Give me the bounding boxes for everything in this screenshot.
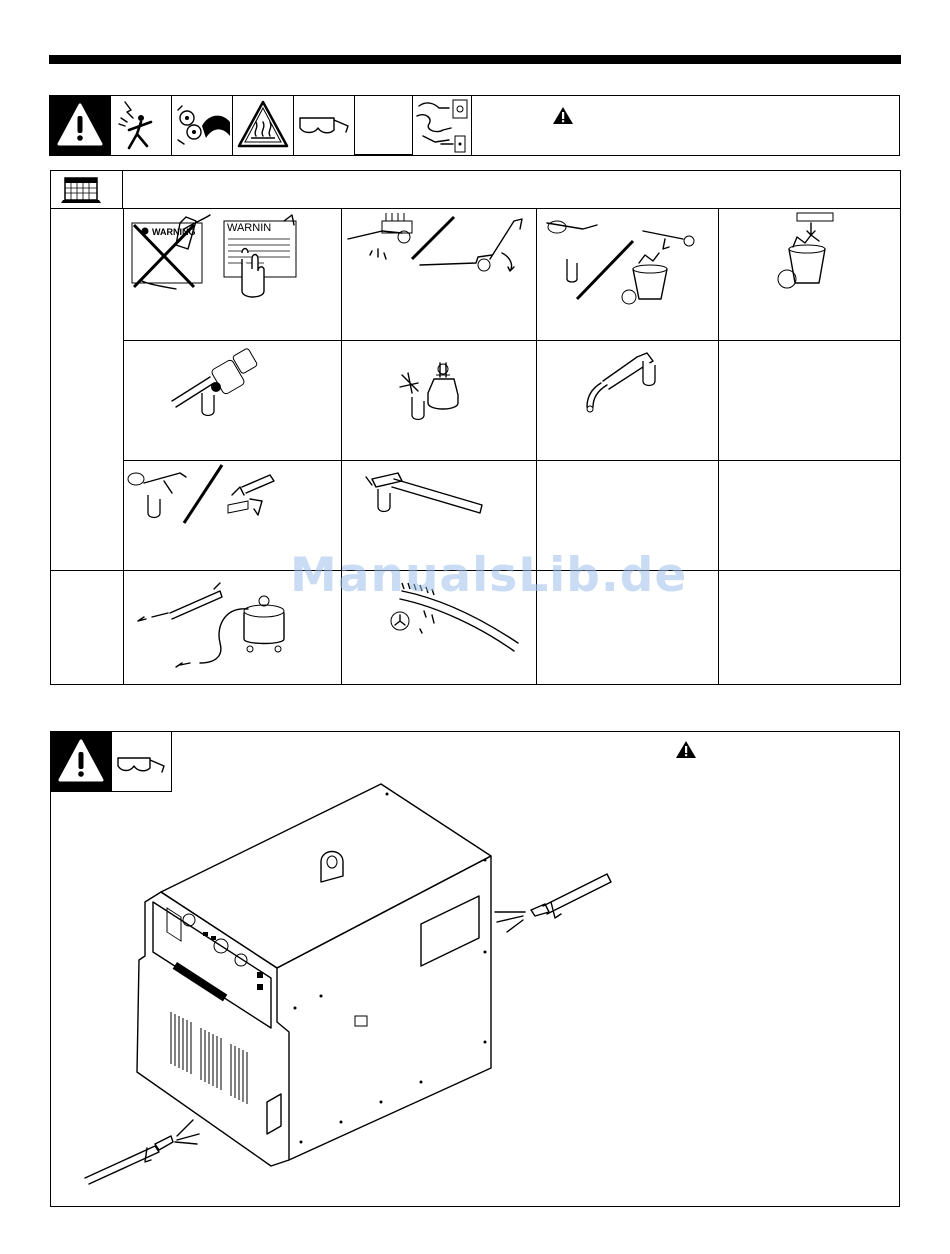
illustration-discard-labels (719, 209, 899, 339)
watermark: ManualsLib.de (290, 548, 688, 603)
caution-symbol-icon (552, 106, 574, 125)
equipment-figure (50, 731, 900, 1207)
caution-triangle-icon (50, 96, 111, 155)
illustration-regulator (124, 341, 340, 459)
illustration-gas-cylinder (342, 341, 536, 459)
disconnect-power-icon (412, 96, 472, 155)
air-nozzle-illustration (81, 1100, 211, 1190)
safety-glasses-icon (294, 96, 355, 155)
sign-text-warning: WARNING (152, 227, 196, 237)
air-nozzle-illustration (491, 862, 621, 952)
blank-cell (355, 96, 412, 155)
illustration-replace-labels (124, 209, 340, 339)
maintenance-calendar-icon (51, 171, 123, 208)
sign-text-warnin: WARNIN (227, 222, 272, 234)
illustration-clean-tighten (342, 209, 536, 339)
hot-surface-icon (233, 96, 294, 155)
caution-symbol-icon (675, 740, 697, 759)
illustration-mig-gun (537, 341, 717, 459)
electric-shock-icon (111, 96, 172, 155)
moving-parts-icon (172, 96, 233, 155)
illustration-replace-cables (537, 209, 717, 339)
maintenance-table (50, 170, 901, 685)
top-rule (49, 55, 901, 64)
warning-header (49, 95, 900, 156)
